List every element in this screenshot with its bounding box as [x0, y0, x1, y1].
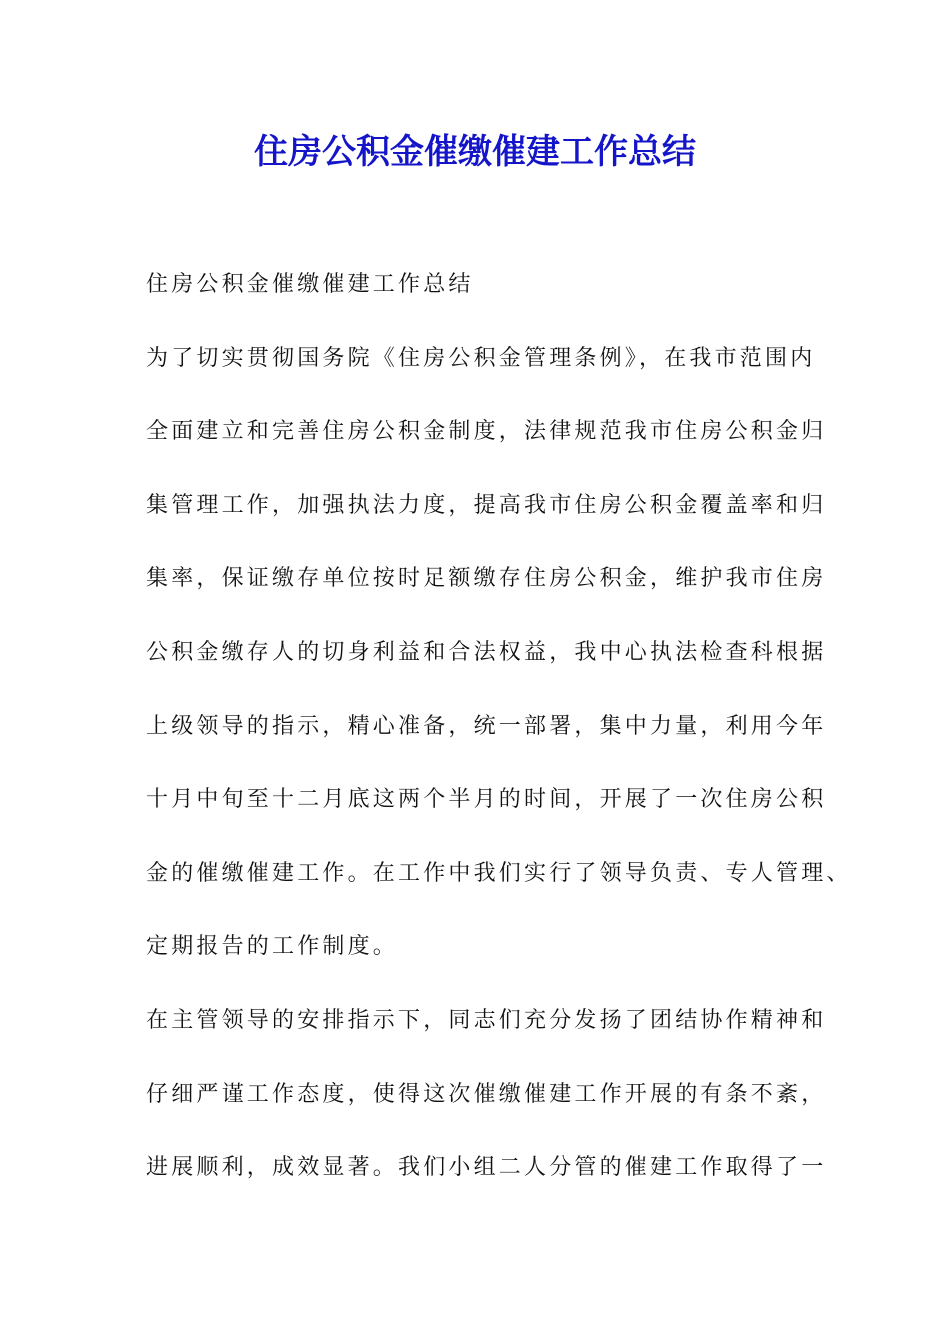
document-title: 住房公积金催缴催建工作总结: [254, 132, 696, 172]
body-line: 进展顺利，成效显著。我们小组二人分管的催建工作取得了一: [146, 1155, 827, 1181]
body-line: 定期报告的工作制度。: [146, 934, 399, 960]
body-line: 集率，保证缴存单位按时足额缴存住房公积金，维护我市住房: [146, 566, 827, 592]
document-body: [146, 260, 852, 1217]
body-line: 集管理工作，加强执法力度，提高我市住房公积金覆盖率和归: [146, 492, 827, 518]
body-line: 公积金缴存人的切身利益和合法权益，我中心执法检查科根据: [146, 639, 827, 665]
body-line: 仔细严谨工作态度，使得这次催缴催建工作开展的有条不紊，: [146, 1081, 827, 1107]
body-line: 在主管领导的安排指示下，同志们充分发扬了团结协作精神和: [146, 1007, 827, 1033]
body-line: 为了切实贯彻国务院《住房公积金管理条例》，在我市范围内: [146, 345, 816, 371]
body-line: 上级领导的指示，精心准备，统一部署，集中力量，利用今年: [146, 713, 827, 739]
body-line: 全面建立和完善住房公积金制度，法律规范我市住房公积金归: [146, 419, 827, 445]
body-line: 金的催缴催建工作。在工作中我们实行了领导负责、专人管理、: [146, 860, 852, 886]
body-line: 十月中旬至十二月底这两个半月的时间，开展了一次住房公积: [146, 787, 827, 813]
body-line: 住房公积金催缴催建工作总结: [146, 272, 474, 297]
